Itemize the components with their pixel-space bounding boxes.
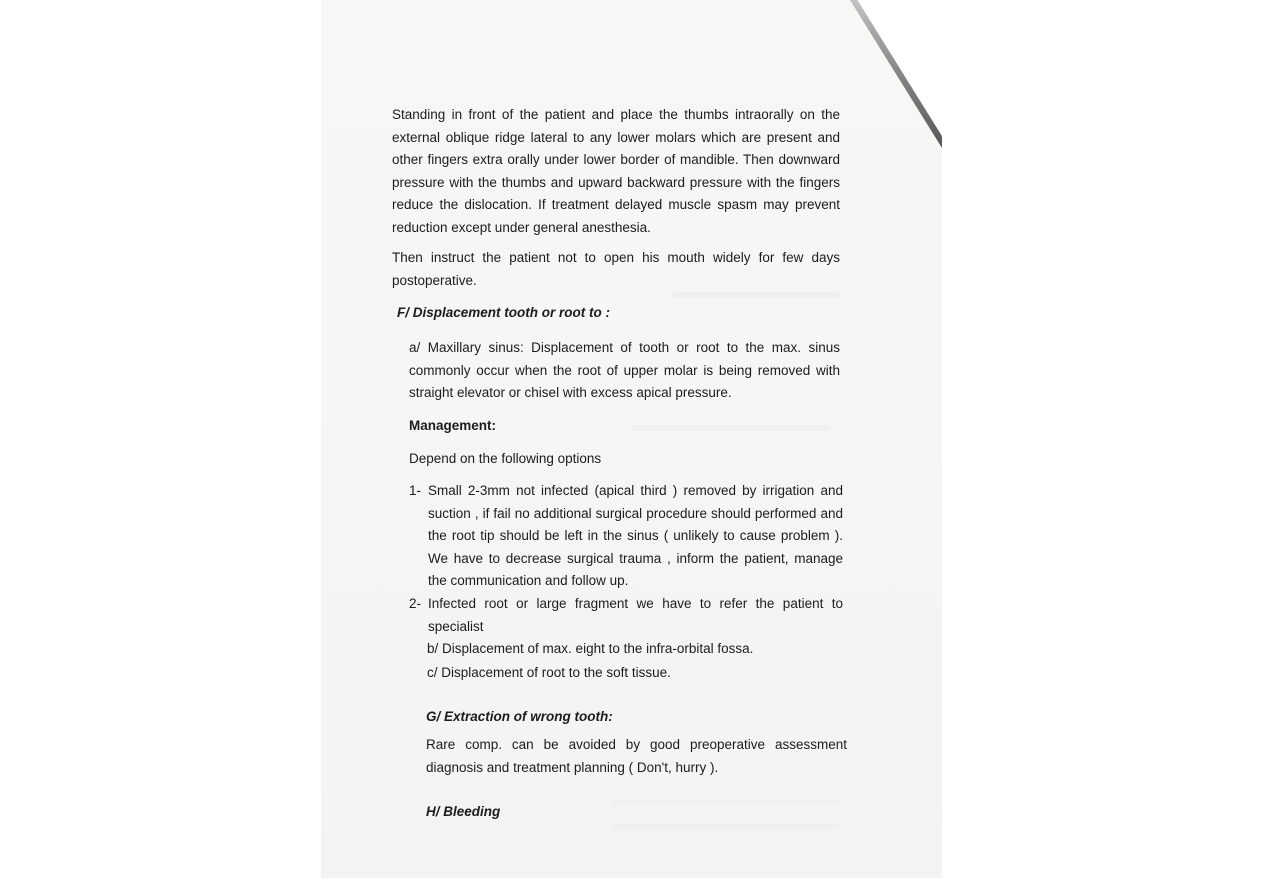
bleed-through-mark — [671, 292, 841, 298]
option-list-item — [409, 593, 843, 638]
item-b-infra-orbital: b/ Displacement of max. eight to the infra-orbital fossa. — [427, 641, 754, 656]
scanned-page — [321, 0, 942, 878]
item-c-soft-tissue: c/ Displacement of root to the soft tissue. — [427, 665, 671, 680]
section-h-heading: H/ Bleeding — [426, 804, 501, 819]
option-text: Infected root or large fragment we have to refer the patient to specialist — [428, 596, 843, 634]
bleed-through-mark — [611, 824, 841, 830]
item-a-maxillary-sinus: a/ Maxillary sinus: Displacement of tooth or root to the max. sinus commonly occur when the root of upper molar is being removed with straight elevator or chisel with excess apical pressure. — [409, 340, 840, 400]
option-text: Small 2-3mm not infected (apical third ) removed by irrigation and suction , if fail no additional surgical procedure should performed and the root tip should be left in the sinus ( unlikely to cause problem ). We have to decrease surgical trauma , inform the patient, manage the communication and follow up. — [428, 483, 843, 588]
section-g-heading: G/ Extraction of wrong tooth: — [426, 709, 613, 724]
paragraph-reduction-technique: Standing in front of the patient and place the thumbs intraorally on the external oblique ridge lateral to any lower molars which are present and other fingers extra orally under lower border of mandible. Then downward pressure with the thumbs and upward backward pressure with the fingers reduce the dislocation. If treatment delayed muscle spasm may prevent reduction except under general anesthesia. — [392, 107, 840, 235]
paragraph-postoperative-instruction: Then instruct the patient not to open his mouth widely for few days postoperative. — [392, 250, 840, 288]
section-f-heading: F/ Displacement tooth or root to : — [397, 305, 610, 320]
option-number: 2- — [409, 596, 422, 611]
bleed-through-mark — [611, 800, 841, 806]
depend-text: Depend on the following options — [409, 451, 602, 466]
management-heading: Management: — [409, 418, 497, 433]
option-number: 1- — [409, 483, 422, 498]
section-g-body: Rare comp. can be avoided by good preoperative assessment diagnosis and treatment planning ( Don't, hurry ). — [426, 737, 847, 775]
option-list-item — [409, 480, 843, 593]
